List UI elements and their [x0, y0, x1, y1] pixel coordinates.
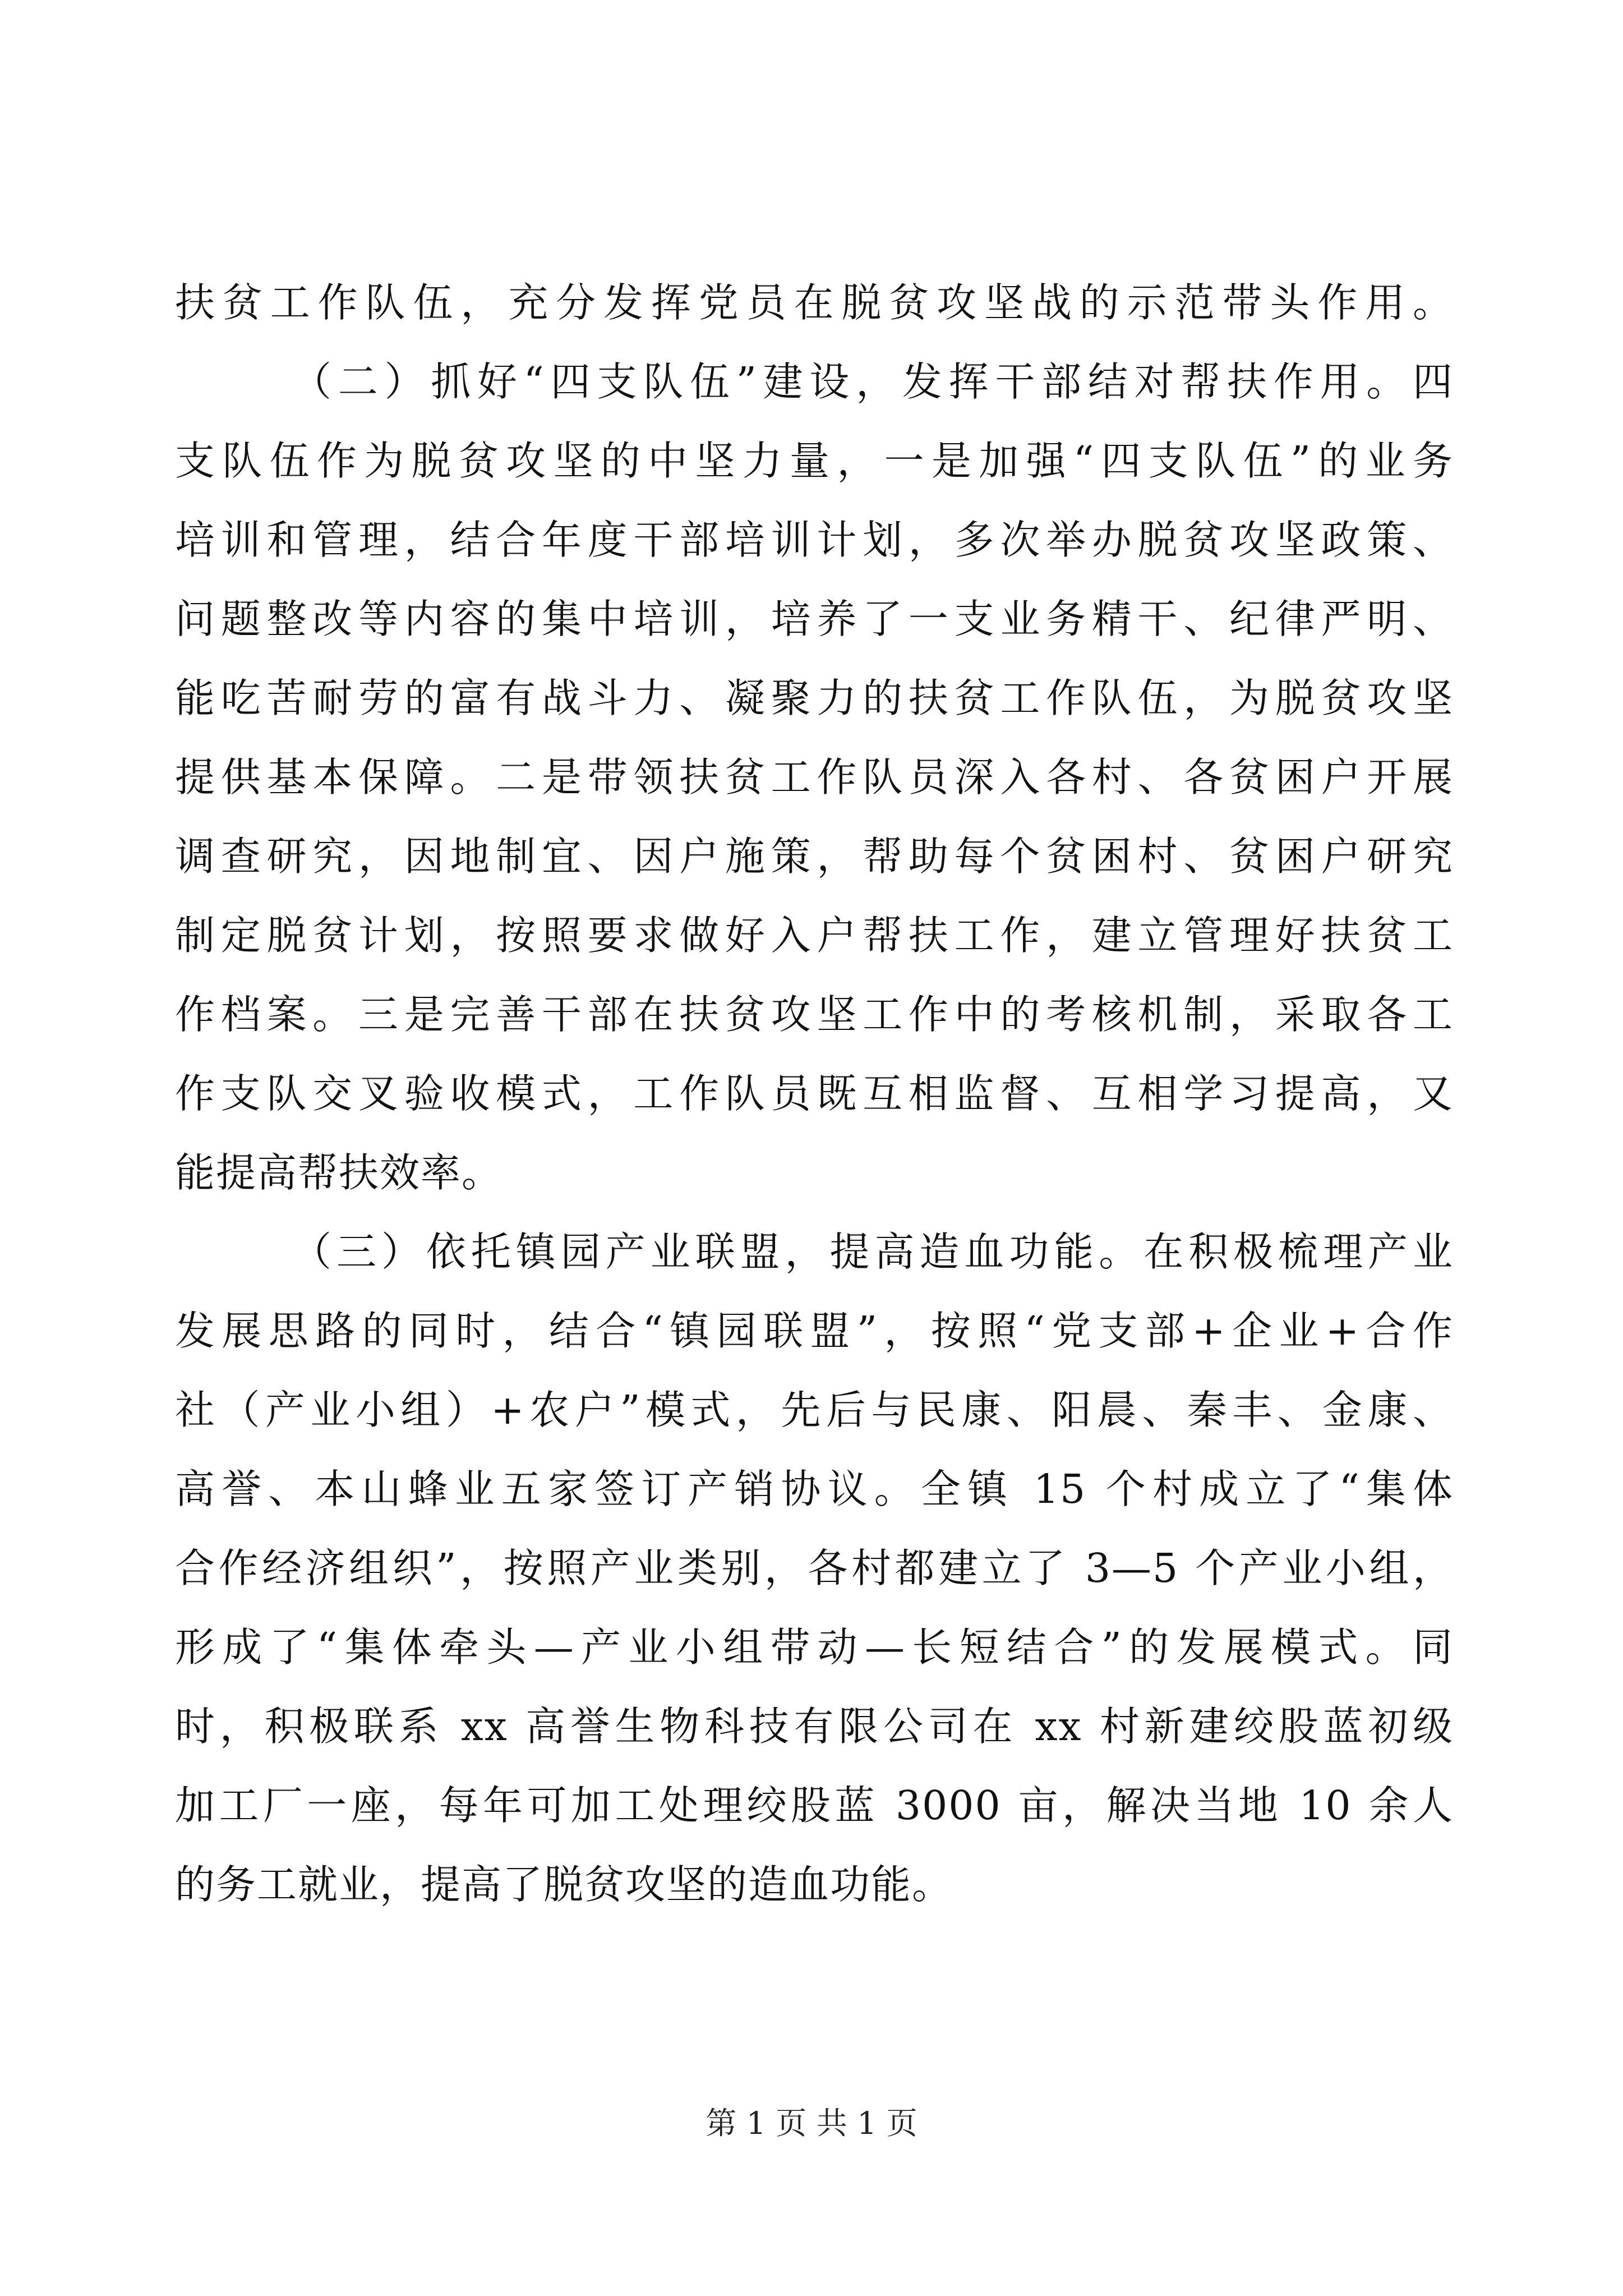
- text-line: 能吃苦耐劳的富有战斗力、凝聚力的扶贫工作队伍，为脱贫攻坚: [175, 675, 1454, 721]
- text-line: 合作经济组织”，按照产业类别，各村都建立了 3—5 个产业小组，: [175, 1545, 1454, 1591]
- paragraph-heading-line: （三）依托镇园产业联盟，提高造血功能。在积极梳理产业: [292, 1228, 1454, 1275]
- text-line: 形成了“集体牵头—产业小组带动—长短结合”的发展模式。同: [175, 1624, 1454, 1671]
- text-line: 提供基本保障。二是带领扶贫工作队员深入各村、各贫困户开展: [175, 754, 1454, 800]
- page-number-footer: 第 1 页 共 1 页: [706, 2105, 917, 2141]
- text-line: 作档案。三是完善干部在扶贫攻坚工作中的考核机制，采取各工: [175, 991, 1454, 1038]
- text-line: 制定脱贫计划，按照要求做好入户帮扶工作，建立管理好扶贫工: [175, 912, 1454, 959]
- text-line: 发展思路的同时，结合“镇园联盟”，按照“党支部+企业+合作: [175, 1308, 1454, 1354]
- text-line: 时，积极联系 xx 高誉生物科技有限公司在 xx 村新建绞股蓝初级: [175, 1703, 1454, 1750]
- text-line: 问题整改等内容的集中培训，培养了一支业务精干、纪律严明、: [175, 596, 1454, 642]
- text-line: 培训和管理，结合年度干部培训计划，多次举办脱贫攻坚政策、: [175, 517, 1454, 563]
- text-line: 高誉、本山蜂业五家签订产销协议。全镇 15 个村成立了“集体: [175, 1466, 1454, 1512]
- text-line: 能提高帮扶效率。: [175, 1149, 503, 1196]
- text-line: 加工厂一座，每年可加工处理绞股蓝 3000 亩，解决当地 10 余人: [175, 1782, 1454, 1829]
- text-line: 作支队交叉验收模式，工作队员既互相监督、互相学习提高，又: [175, 1070, 1454, 1117]
- text-line: 调查研究，因地制宜、因户施策，帮助每个贫困村、贫困户研究: [175, 833, 1454, 880]
- text-line: 支队伍作为脱贫攻坚的中坚力量，一是加强“四支队伍”的业务: [175, 438, 1454, 484]
- text-line: 社（产业小组）+农户”模式，先后与民康、阳晨、秦丰、金康、: [175, 1387, 1454, 1433]
- paragraph-heading-line: （二）抓好“四支队伍”建设，发挥干部结对帮扶作用。四: [292, 358, 1454, 405]
- text-line: 的务工就业，提高了脱贫攻坚的造血功能。: [175, 1861, 953, 1908]
- text-line: 扶贫工作队伍，充分发挥党员在脱贫攻坚战的示范带头作用。: [175, 279, 1454, 326]
